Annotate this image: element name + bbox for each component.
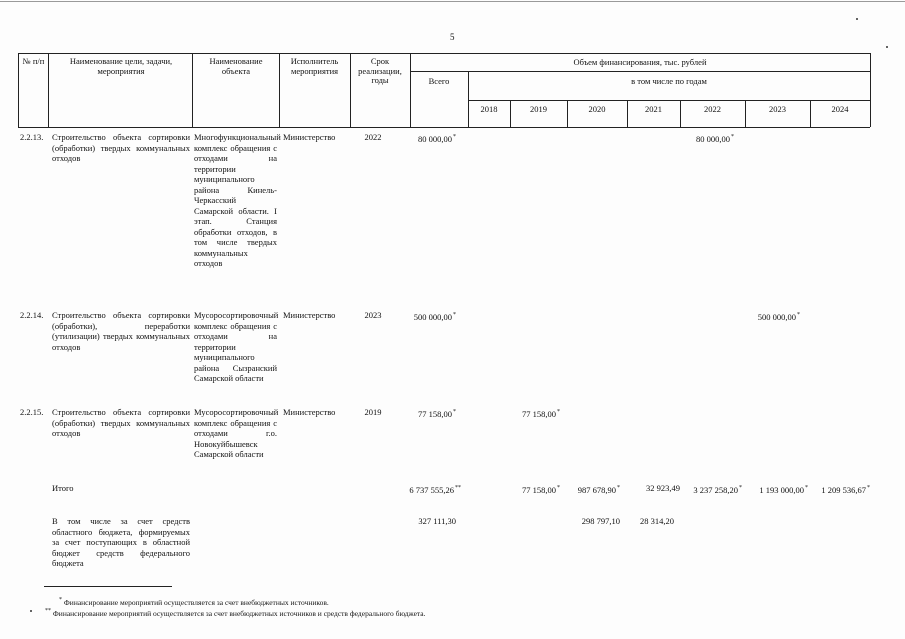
header-by-years: в том числе по годам	[631, 76, 707, 86]
itogo-2019: 77 158,00*	[522, 485, 560, 495]
header-total: Всего	[428, 76, 450, 86]
header-executor: Исполнитель мероприятия	[290, 56, 339, 76]
header-year-2018: 2018	[480, 104, 498, 114]
regional-2020: 298 797,10	[581, 516, 620, 526]
header-year-2024: 2024	[831, 104, 849, 114]
footnote-double-star: ** Финансирование мероприятий осуществляется за счет внебюджетных источников и средств федерального бюджета.	[45, 608, 426, 618]
itogo-2024: 1 209 536,67*	[821, 485, 870, 495]
col-rule	[279, 53, 280, 127]
itogo-label: Итого	[52, 483, 74, 493]
row-executor: Министерство	[283, 132, 336, 142]
row-2019-value: 77 158,00*	[522, 409, 560, 419]
row-2023-value: 500 000,00*	[757, 312, 800, 322]
row-object: Мусоросортировочный комплекс обращения с отходами г.о. Новокуйбышевск Самарской области	[194, 407, 279, 459]
row-executor: Министерство	[283, 310, 336, 320]
row-object: Мусоросортировочный комплекс обращения с отходами на территории муниципального района Сызранский Самарской области	[194, 310, 279, 383]
row-total: 80 000,00*	[418, 134, 456, 144]
footnote-single-star: * Финансирование мероприятий осуществляется за счет внебюджетных источников.	[59, 597, 329, 607]
itogo-2020: 987 678,90*	[577, 485, 620, 495]
row-total: 77 158,00*	[418, 409, 456, 419]
col-rule	[350, 53, 351, 127]
row-number: 2.2.15.	[20, 407, 44, 417]
header-year-2020: 2020	[588, 104, 606, 114]
header-funding: Объем финансирования, тыс. рублей	[573, 57, 707, 67]
header-object: Наименование объекта	[209, 56, 263, 76]
row-total: 500 000,00*	[413, 312, 456, 322]
col-rule	[48, 53, 49, 127]
scan-speck	[30, 610, 32, 612]
page-number: 5	[450, 32, 455, 42]
row-goal: Строительство объекта сортировки (обработки) твердых коммунальных отходов	[52, 132, 190, 163]
col-rule	[192, 53, 193, 127]
row-number: 2.2.14.	[20, 310, 44, 320]
regional-label: В том числе за счет средств областного бюджета, формируемых за счет поступающих в областной бюджет средств федерального бюджета	[52, 516, 190, 568]
itogo-2021: 32 923,49	[646, 483, 680, 493]
header-goal: Наименование цели, задачи, мероприятия	[69, 56, 173, 76]
row-goal: Строительство объекта сортировки (обработки), переработки (утилизации) твердых коммунальных отходов	[52, 310, 190, 352]
scan-top-edge	[0, 1, 905, 2]
header-top-rule	[18, 53, 870, 54]
footnote-separator	[44, 586, 172, 587]
header-year-2022: 2022	[704, 104, 721, 114]
row-goal: Строительство объекта сортировки (обработки) твердых коммунальных отходов	[52, 407, 190, 438]
row-year: 2022	[364, 132, 382, 142]
regional-2021: 28 314,20	[640, 516, 674, 526]
header-year-2019: 2019	[530, 104, 547, 114]
row-number: 2.2.13.	[20, 132, 44, 142]
row-2022-value: 80 000,00*	[696, 134, 734, 144]
regional-total: 327 111,30	[418, 516, 456, 526]
header-year-2021: 2021	[645, 104, 662, 114]
funding-title-rule	[410, 71, 870, 72]
row-year: 2023	[364, 310, 382, 320]
header-year-2023: 2023	[769, 104, 786, 114]
header-term: Срок реализации, годы	[358, 56, 402, 85]
itogo-2023: 1 193 000,00*	[759, 485, 808, 495]
row-object: Многофункциональный комплекс обращения с отходами на территории муниципального района Кинель-Черкасский Самарской области. I этап. Станция обработки отходов, в том числе твердых коммунальных отходов	[194, 132, 281, 268]
row-executor: Министерство	[283, 407, 336, 417]
scan-speck	[856, 18, 858, 20]
itogo-total: 6 737 555,26**	[409, 485, 461, 495]
header-bottom-rule	[18, 127, 870, 128]
itogo-2022: 3 237 258,20*	[693, 485, 742, 495]
col-rule	[870, 53, 871, 127]
row-year: 2019	[364, 407, 382, 417]
scan-speck	[886, 46, 888, 48]
header-num: № п/п	[22, 56, 45, 66]
